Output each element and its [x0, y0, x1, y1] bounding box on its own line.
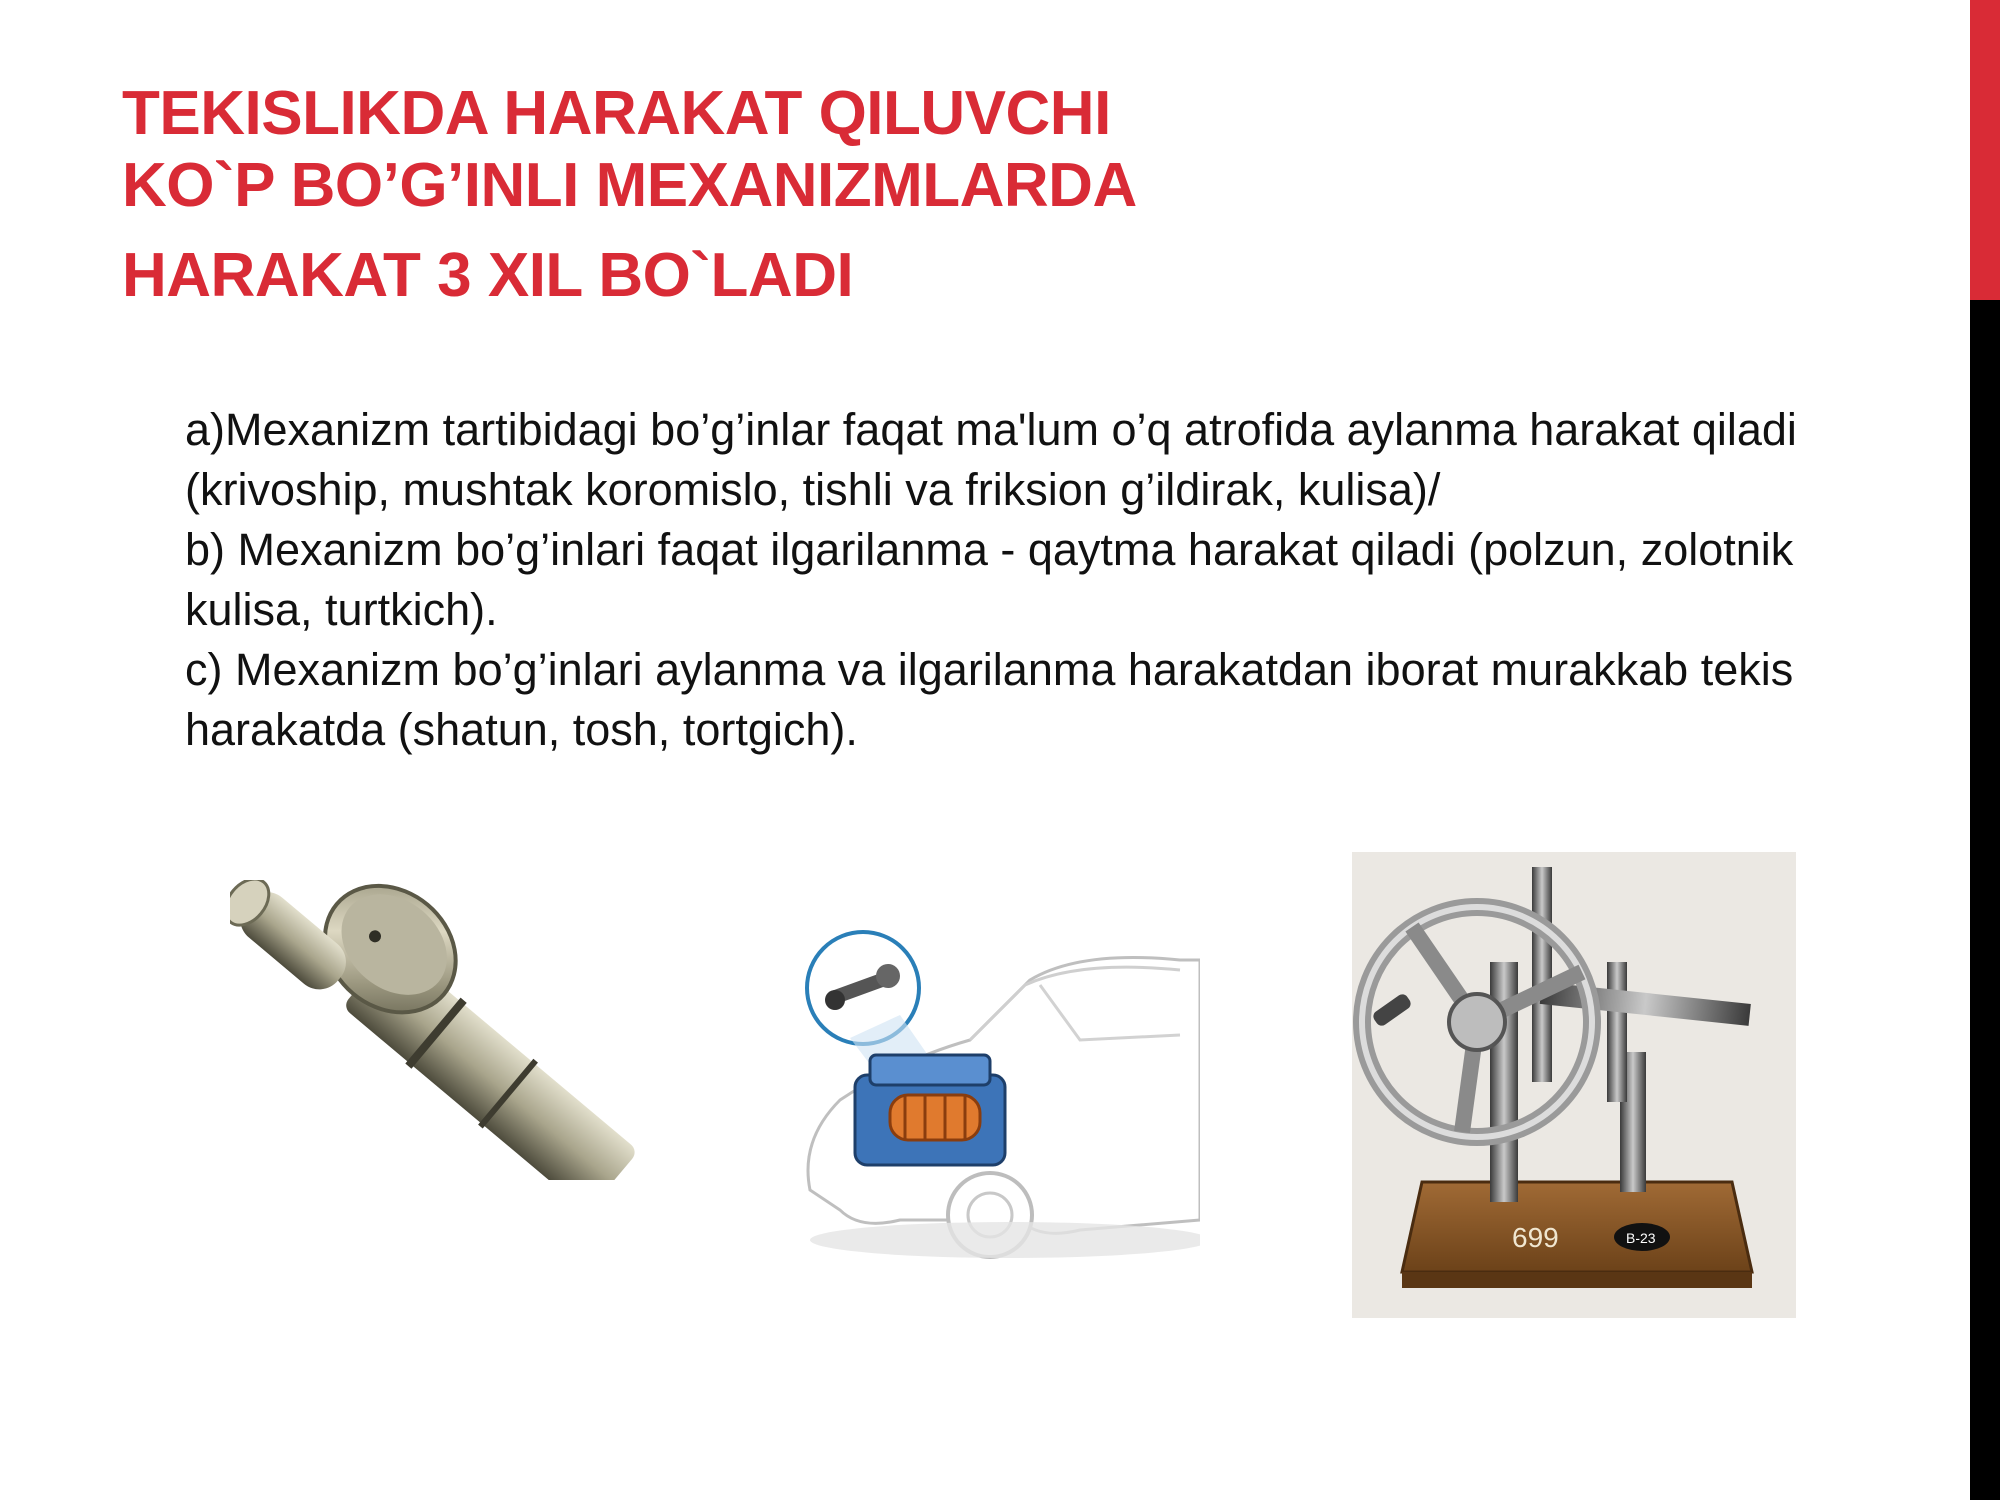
paragraph-b: b) Mexanizm bo’g’inlari faqat ilgarilanma - qaytma harakat qiladi (polzun, zolotnik kulisa, turtkich).	[185, 524, 1794, 635]
paragraph-a: a)Mexanizm tartibidagi bo’g’inlar faqat ma'lum o’q atrofida aylanma harakat qiladi (krivoship, mushtak koromislo, tishli va friksion g’ildirak, kulisa)/	[185, 404, 1797, 515]
title-line-2: KO`P BO’G’INLI MEXANIZMLARDA	[122, 151, 1137, 220]
slide-title	[122, 78, 1472, 312]
plate-label: B-23	[1626, 1230, 1656, 1246]
title-line-3: HARAKAT 3 XIL BO`LADI	[122, 241, 854, 310]
paragraph-c: c) Mexanizm bo’g’inlari aylanma va ilgarilanma harakatdan iborat murakkab tekis harakatda (shatun, tosh, tortgich).	[185, 644, 1794, 755]
crankshaft-image	[230, 880, 660, 1180]
title-line-1: TEKISLIKDA HARAKAT QILUVCHI	[122, 79, 1111, 148]
base-number: 699	[1512, 1222, 1559, 1253]
car-engine-illustration	[780, 920, 1200, 1260]
body-text	[185, 400, 1825, 760]
accent-bar-red	[1970, 0, 2000, 300]
handwheel-mechanism-model	[1352, 852, 1796, 1318]
accent-bar-dark	[1970, 300, 2000, 1500]
